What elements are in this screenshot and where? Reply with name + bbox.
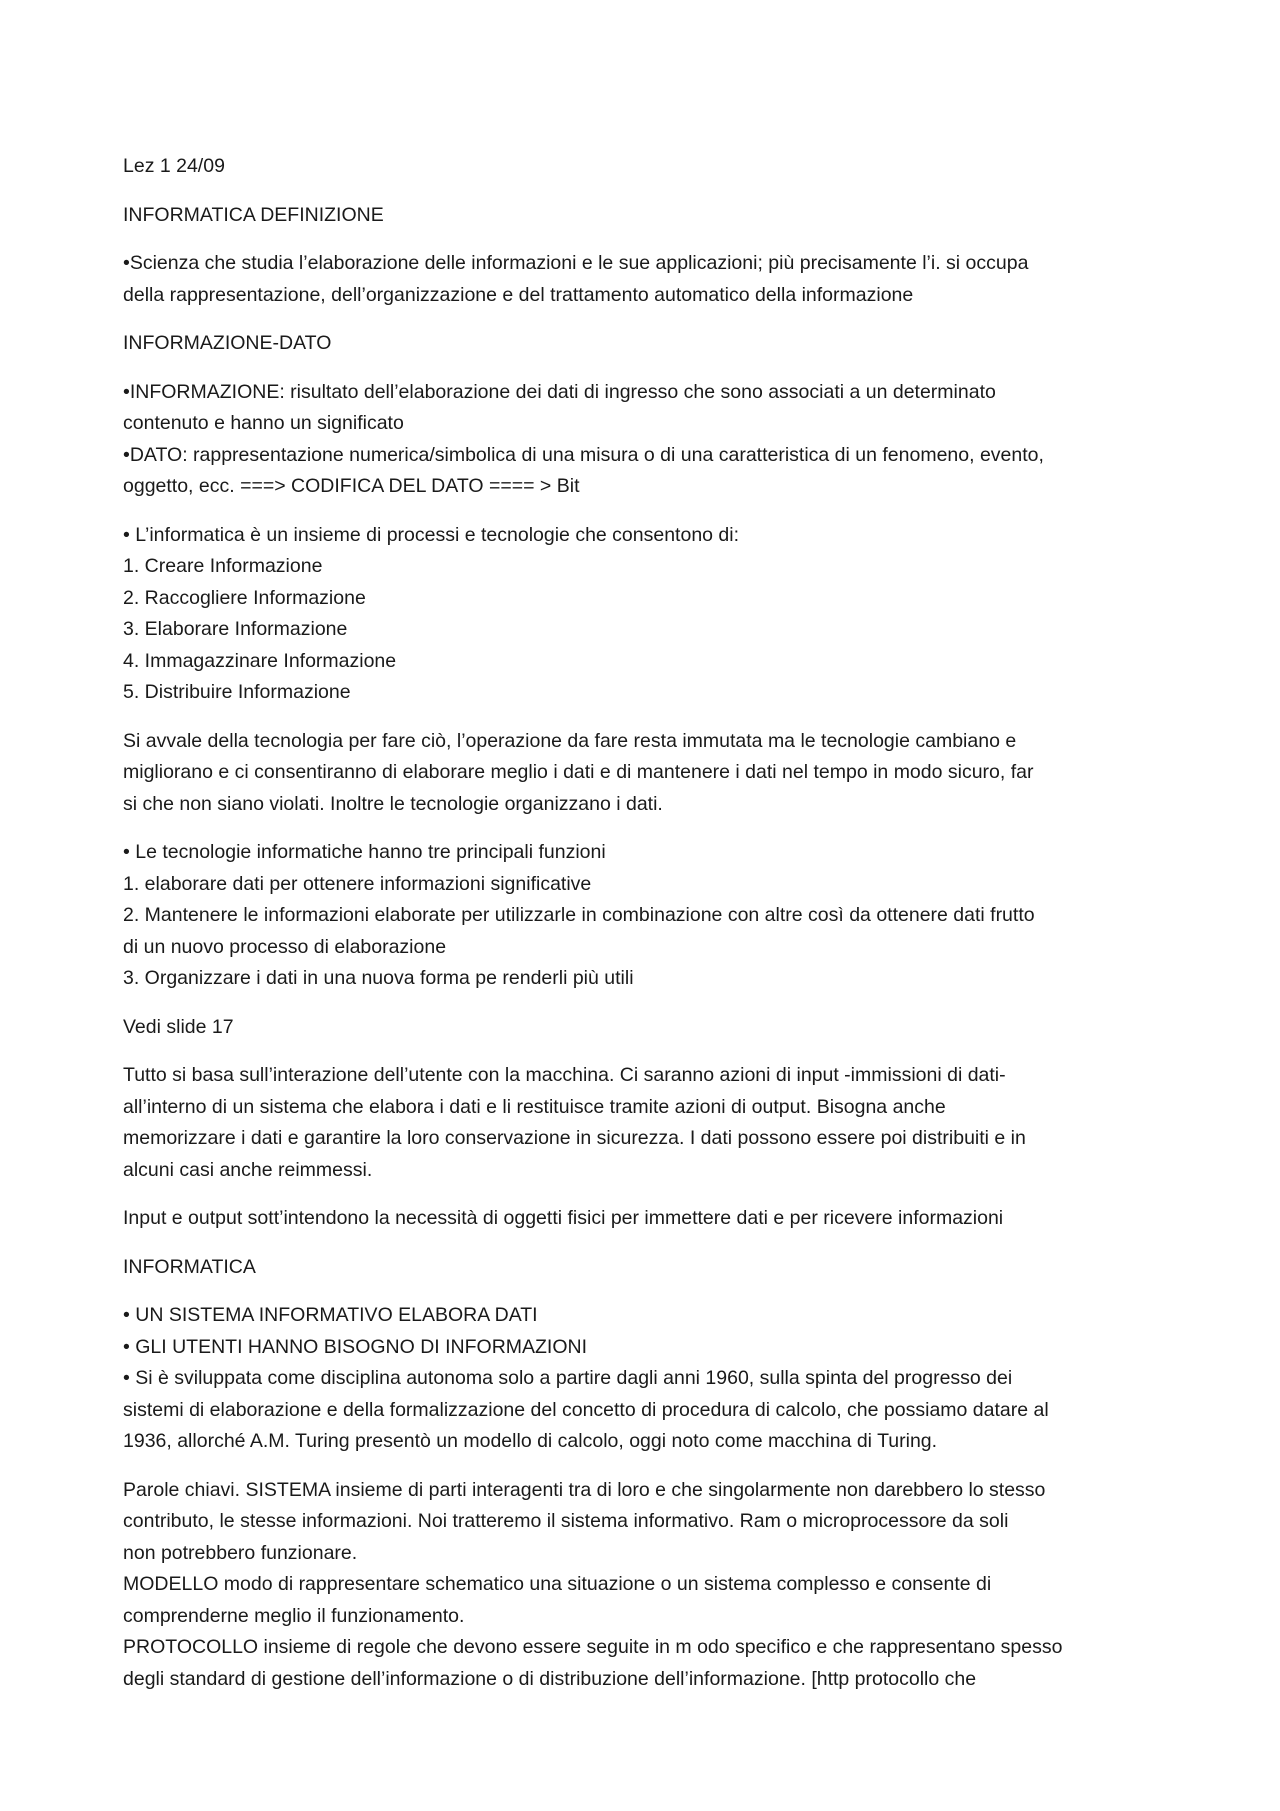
paragraph-input-output: [123, 1203, 1173, 1235]
text-line: Parole chiavi. SISTEMA insieme di parti interagenti tra di loro e che singolarmente non darebbero lo stesso: [123, 1478, 1046, 1501]
text-line: migliorano e ci consentiranno di elaborare meglio i dati e di mantenere i dati nel tempo in modo sicuro, far: [123, 761, 1034, 783]
list-item: 1. elaborare dati per ottenere informazioni significative: [123, 872, 592, 895]
text-line: INFORMATICA DEFINIZIONE: [123, 203, 384, 226]
text-line: Si avvale della tecnologia per fare ciò, l’operazione da fare resta immutata ma le tecnologie cambiano e: [123, 729, 1017, 752]
paragraph-parole-chiavi: [123, 1475, 1173, 1696]
text-line: •INFORMAZIONE: risultato dell’elaborazione dei dati di ingresso che sono associati a un determinato: [123, 380, 996, 403]
text-line: degli standard di gestione dell’informazione o di distribuzione dell’informazione. [http protocollo che: [123, 1667, 977, 1690]
list-item: sistemi di elaborazione e della formalizzazione del concetto di procedura di calcolo, che possiamo datare al: [123, 1398, 1049, 1421]
text-line: memorizzare i dati e garantire la loro conservazione in sicurezza. I dati possono essere poi distribuiti e in: [123, 1127, 1026, 1149]
list-item: di un nuovo processo di elaborazione: [123, 935, 447, 958]
list-item: • GLI UTENTI HANNO BISOGNO DI INFORMAZIONI: [123, 1335, 588, 1358]
list-item: 4. Immagazzinare Informazione: [123, 649, 397, 672]
list-item: 2. Mantenere le informazioni elaborate per utilizzarle in combinazione con altre così da ottenere dati frutto: [123, 904, 1035, 926]
text-line: PROTOCOLLO insieme di regole che devono essere seguite in m odo specifico e che rappresentano spesso: [123, 1636, 1063, 1658]
text-line: oggetto, ecc. ===> CODIFICA DEL DATO ==== > Bit: [123, 475, 580, 497]
text-line: INFORMAZIONE-DATO: [123, 332, 332, 354]
list-item: 3. Organizzare i dati in una nuova forma pe renderli più utili: [123, 967, 634, 989]
text-line: MODELLO modo di rappresentare schematico una situazione o un sistema complesso e consente di: [123, 1573, 992, 1595]
paragraph-definizione: [123, 248, 1173, 311]
text-line: comprenderne meglio il funzionamento.: [123, 1604, 465, 1627]
list-item: 1936, allorché A.M. Turing presentò un modello di calcolo, oggi noto come macchina di Turing.: [123, 1430, 938, 1452]
list-item: • L’informatica è un insieme di processi e tecnologie che consentono di:: [123, 523, 740, 546]
text-line: •DATO: rappresentazione numerica/simbolica di una misura o di una caratteristica di un fenomeno, evento,: [123, 443, 1044, 466]
paragraph-vedi-slide: [123, 1012, 1173, 1044]
section-title-informatica: [123, 1252, 1173, 1284]
text-line: INFORMATICA: [123, 1255, 256, 1278]
paragraph-interazione: [123, 1060, 1173, 1186]
lecture-heading: [123, 151, 1173, 183]
text-line: alcuni casi anche reimmessi.: [123, 1158, 373, 1181]
list-item: 1. Creare Informazione: [123, 555, 323, 577]
section-title-informazione-dato: [123, 328, 1173, 360]
section-title-informatica-definizione: [123, 200, 1173, 232]
list-item: • Le tecnologie informatiche hanno tre principali funzioni: [123, 841, 606, 863]
list-funzioni: [123, 837, 1173, 995]
list-sistema-informativo: [123, 1300, 1173, 1458]
text-line: della rappresentazione, dell’organizzazione e del trattamento automatico della informazione: [123, 283, 914, 306]
list-item: 2. Raccogliere Informazione: [123, 586, 366, 609]
text-line: non potrebbero funzionare.: [123, 1541, 358, 1564]
list-item: • Si è sviluppata come disciplina autonoma solo a partire dagli anni 1960, sulla spinta del progresso dei: [123, 1367, 1013, 1389]
text-line: contenuto e hanno un significato: [123, 412, 404, 434]
paragraph-informazione-dato: [123, 377, 1173, 503]
text-line: •Scienza che studia l’elaborazione delle informazioni e le sue applicazioni; più precisamente l’i. si occupa: [123, 252, 1029, 274]
text-line: Input e output sott’intendono la necessità di oggetti fisici per immettere dati e per ricevere informazioni: [123, 1207, 1004, 1229]
text-line: Lez 1 24/09: [123, 155, 225, 177]
text-line: all’interno di un sistema che elabora i dati e li restituisce tramite azioni di output. Bisogna anche: [123, 1095, 946, 1118]
paragraph-tecnologia: [123, 726, 1173, 821]
text-line: si che non siano violati. Inoltre le tecnologie organizzano i dati.: [123, 792, 663, 815]
list-processi: [123, 520, 1173, 709]
document-page: [123, 151, 1173, 1712]
list-item: 5. Distribuire Informazione: [123, 681, 351, 703]
text-line: Tutto si basa sull’interazione dell’utente con la macchina. Ci saranno azioni di input -immissioni di dati-: [123, 1064, 1006, 1086]
text-line: Vedi slide 17: [123, 1015, 234, 1038]
list-item: • UN SISTEMA INFORMATIVO ELABORA DATI: [123, 1304, 538, 1326]
list-item: 3. Elaborare Informazione: [123, 618, 348, 640]
text-line: contributo, le stesse informazioni. Noi tratteremo il sistema informativo. Ram o microprocessore da soli: [123, 1510, 1009, 1532]
